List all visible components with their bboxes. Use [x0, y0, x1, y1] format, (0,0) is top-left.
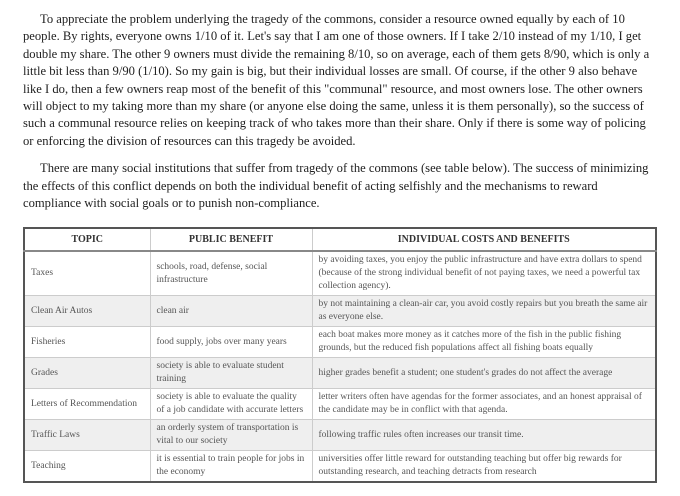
paragraph-social-institutions: There are many social institutions that suffer from tragedy of the commons (see table below). The success of minimizing the effects of this conflict depends on both the individual benefit of acting selfishly and the mechanisms to reward compliance with social goals or to punish non-compliance.	[23, 161, 649, 211]
cell-public-benefit: food supply, jobs over many years	[150, 327, 312, 358]
table-row	[24, 296, 656, 327]
cell-topic: Taxes	[24, 251, 150, 296]
table-row	[24, 327, 656, 358]
cell-topic: Fisheries	[24, 327, 150, 358]
table-row	[24, 451, 656, 483]
cell-public-benefit: clean air	[150, 296, 312, 327]
cell-topic: Traffic Laws	[24, 420, 150, 451]
cell-public-benefit: it is essential to train people for jobs in the economy	[150, 451, 312, 483]
table-header-row	[24, 228, 656, 251]
cell-individual-costs: each boat makes more money as it catches more of the fish in the public fishing grounds, but the reduced fish populations affect all fishing boats equally	[312, 327, 656, 358]
cell-topic: Clean Air Autos	[24, 296, 150, 327]
cell-individual-costs: higher grades benefit a student; one student's grades do not affect the average	[312, 358, 656, 389]
cell-public-benefit: schools, road, defense, social infrastructure	[150, 251, 312, 296]
column-header-public-benefit: PUBLIC BENEFIT	[150, 228, 312, 251]
table-row	[24, 251, 656, 296]
cell-individual-costs: following traffic rules often increases our transit time.	[312, 420, 656, 451]
table-row	[24, 358, 656, 389]
cell-individual-costs: by not maintaining a clean-air car, you avoid costly repairs but you breath the same air as everyone else.	[312, 296, 656, 327]
cell-public-benefit: society is able to evaluate the quality of a job candidate with accurate letters	[150, 389, 312, 420]
cell-topic: Letters of Recommendation	[24, 389, 150, 420]
column-header-individual-costs: INDIVIDUAL COSTS AND BENEFITS	[312, 228, 656, 251]
cell-topic: Grades	[24, 358, 150, 389]
cell-individual-costs: letter writers often have agendas for the former associates, and an honest appraisal of the candidate may be in conflict with that agenda.	[312, 389, 656, 420]
table-row	[24, 420, 656, 451]
column-header-topic: TOPIC	[24, 228, 150, 251]
table-row	[24, 389, 656, 420]
cell-individual-costs: universities offer little reward for outstanding teaching but offer big rewards for outstanding research, and teaching detracts from research	[312, 451, 656, 483]
cell-public-benefit: society is able to evaluate student training	[150, 358, 312, 389]
commons-table	[23, 227, 657, 483]
cell-individual-costs: by avoiding taxes, you enjoy the public infrastructure and have extra dollars to spend (because of the strong individual benefit of not paying taxes, we need a powerful tax collection agency).	[312, 251, 656, 296]
paragraph-tragedy-of-commons: To appreciate the problem underlying the tragedy of the commons, consider a resource owned equally by each of 10 people. By rights, everyone owns 1/10 of it. Let's say that I am one of those owners. If I take 2/10 instead of my 1/10, I get double my share. The other 9 owners must divide the remaining 8/10, so on average, each of them gets 8/90, which is only a little bit less than 9/90 (1/10). So my gain is big, but their individual losses are small. Of course, if the other 9 also behave like I do, then a few owners reap most of the benefit of this "communal" resource, and most owners lose. The other owners will object to my taking more than my share (or anyone else doing the same, unless it is them personally), so the success of such a communal resource relies on keeping track of who takes more than their share. Only if there is some way of policing or enforcing the division of resources can this tragedy be avoided.	[23, 12, 650, 148]
cell-public-benefit: an orderly system of transportation is vital to our society	[150, 420, 312, 451]
cell-topic: Teaching	[24, 451, 150, 483]
